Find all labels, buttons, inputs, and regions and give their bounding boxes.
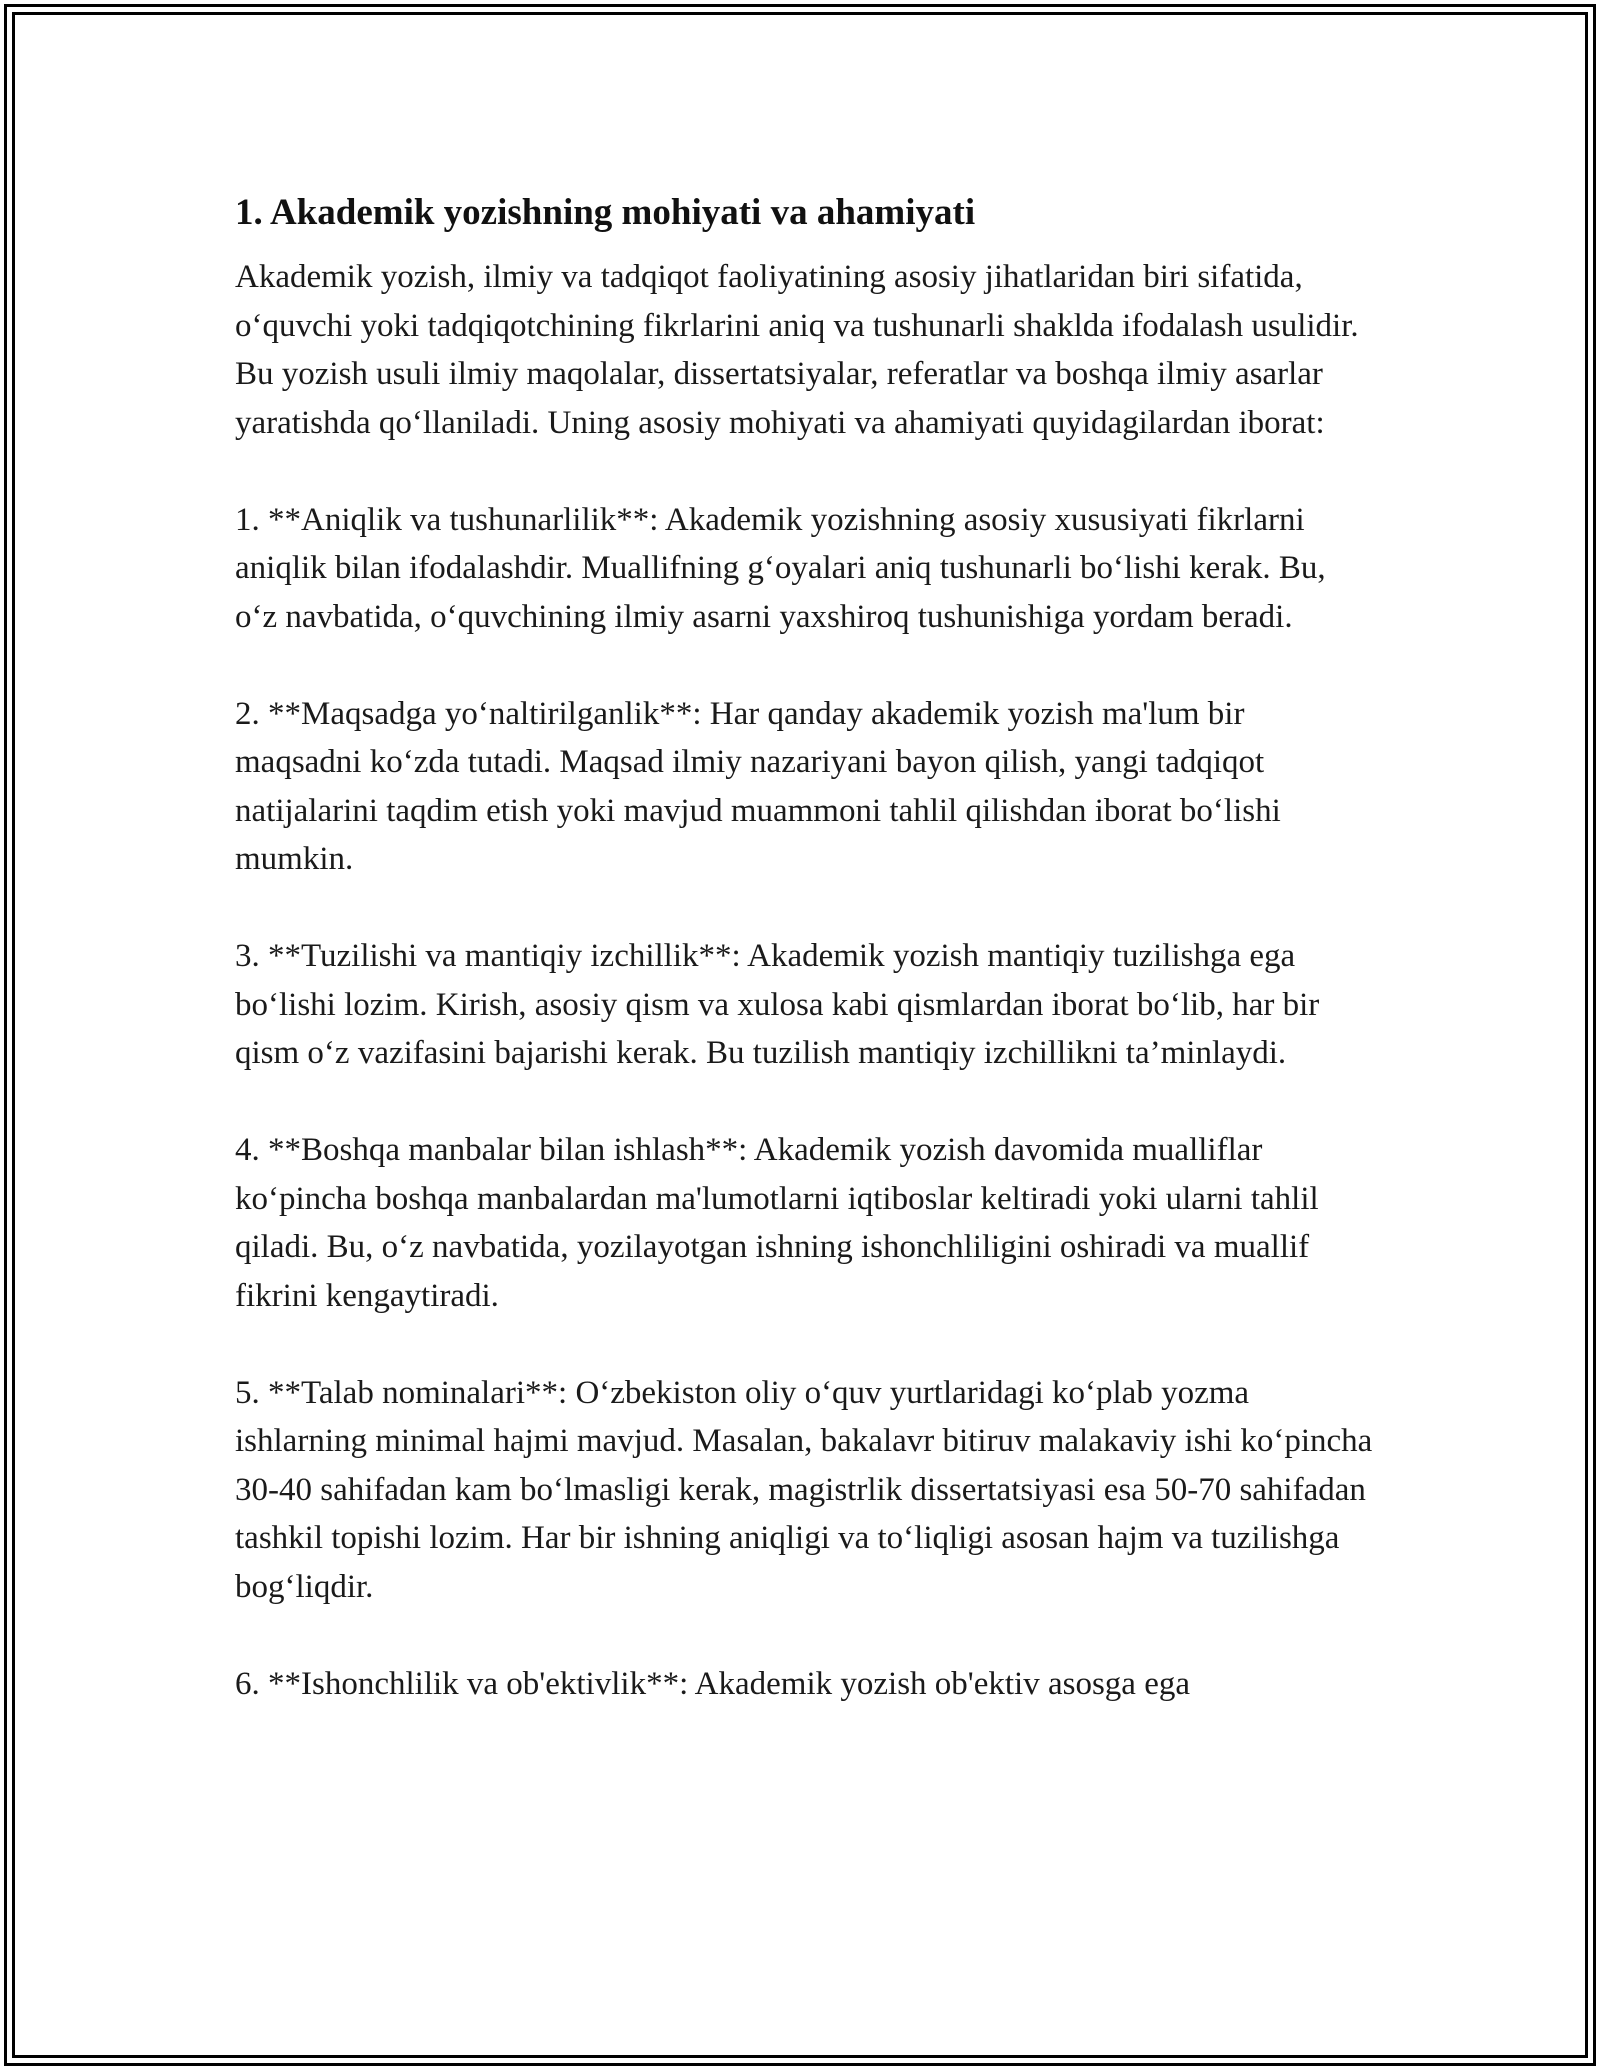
intro-paragraph: Akademik yozish, ilmiy va tadqiqot faoliyatining asosiy jihatlaridan biri sifatida, o‘quvchi yoki tadqiqotchining fikrlarini aniq va tushunarli shaklda ifodalash usulidir. Bu yozish usuli ilmiy maqolalar, dissertatsiyalar, referatlar va boshqa ilmiy asarlar yaratishda qo‘llaniladi. Uning asosiy mohiyati va ahamiyati quyidagilardan iborat: (235, 259, 1359, 441)
section-heading: 1. Akademik yozishning mohiyati va ahamiyati (235, 192, 976, 233)
list-item-purpose: 2. **Maqsadga yo‘naltirilganlik**: Har qanday akademik yozish ma'lum bir maqsadni ko‘zda tutadi. Maqsad ilmiy nazariyani bayon qilish, yangi tadqiqot natijalarini taqdim etish yoki mavjud muammoni tahlil qilishdan iborat bo‘lishi mumkin. (235, 695, 1281, 877)
list-item-sources: 4. **Boshqa manbalar bilan ishlash**: Akademik yozish davomida mualliflar ko‘pincha boshqa manbalardan ma'lumotlarni iqtiboslar keltiradi yoki ularni tahlil qiladi. Bu, o‘z navbatida, yozilayotgan ishning ishonchliligini oshiradi va muallif fikrini kengaytiradi. (235, 1132, 1319, 1314)
list-item-clarity: 1. **Aniqlik va tushunarlilik**: Akademik yozishning asosiy xususiyati fikrlarni aniqlik bilan ifodalashdir. Muallifning g‘oyalari aniq tushunarli bo‘lishi kerak. Bu, o‘z navbatida, o‘quvchining ilmiy asarni yaxshiroq tushunishiga yordam beradi. (235, 501, 1326, 635)
list-item-reliability: 6. **Ishonchlilik va ob'ektivlik**: Akademik yozish ob'ektiv asosga ega (235, 1665, 1190, 1702)
list-item-structure: 3. **Tuzilishi va mantiqiy izchillik**: Akademik yozish mantiqiy tuzilishga ega bo‘lishi lozim. Kirish, asosiy qism va xulosa kabi qismlardan iborat bo‘lib, har bir qism o‘z vazifasini bajarishi kerak. Bu tuzilish mantiqiy izchillikni ta’minlaydi. (235, 938, 1320, 1071)
list-item-requirements: 5. **Talab nominalari**: O‘zbekiston oliy o‘quv yurtlaridagi ko‘plab yozma ishlarning minimal hajmi mavjud. Masalan, bakalavr bitiruv malakaviy ishi ko‘pincha 30-40 sahifadan kam bo‘lmasligi kerak, magistrlik dissertatsiyasi esa 50-70 sahifadan tashkil topishi lozim. Har bir ishning aniqligi va to‘liqligi asosan hajm va tuzilishga bog‘liqdir. (235, 1374, 1373, 1605)
document-body (235, 185, 1375, 1757)
